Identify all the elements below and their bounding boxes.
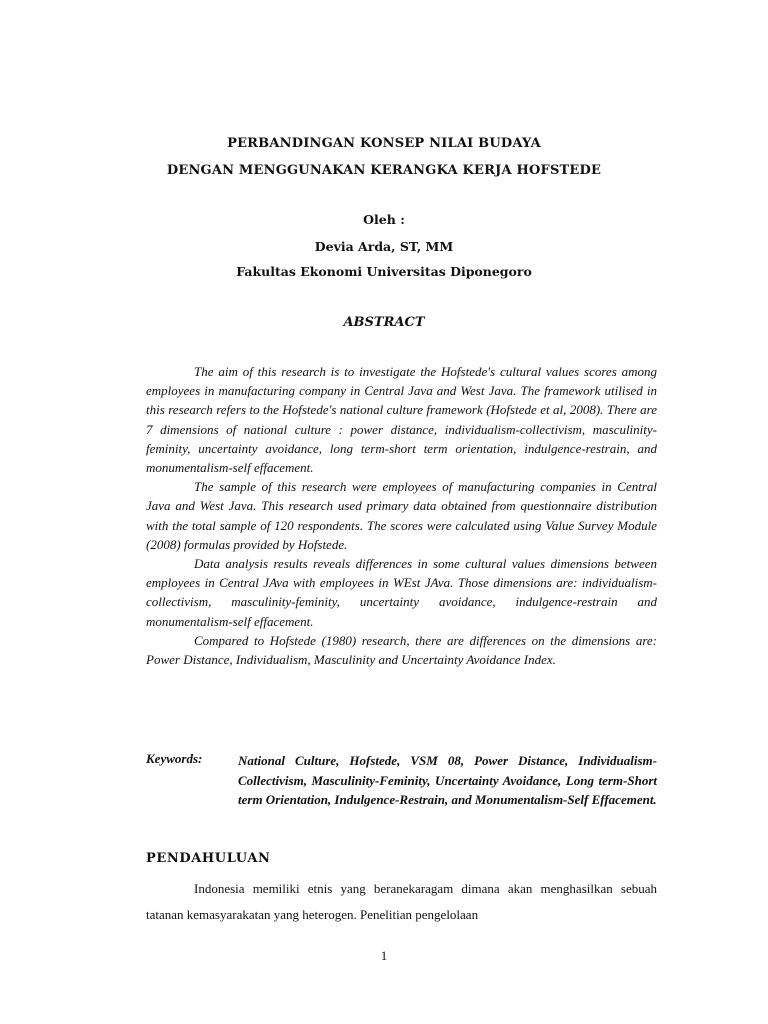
paper-title-line-2: DENGAN MENGGUNAKAN KERANGKA KERJA HOFSTEDE (166, 163, 602, 178)
author-affiliation: Fakultas Ekonomi Universitas Diponegoro (236, 264, 532, 279)
author-name: Devia Arda, ST, MM (314, 239, 454, 254)
abstract-paragraph: The sample of this research were employees of manufacturing companies in Central Java and West Java. This research used primary data obtained from questionnaire distribution with the total sample of 120 respondents. The scores were calculated using Value Survey Module (2008) formulas provided by Hofstede. (146, 479, 657, 552)
abstract-paragraph: Data analysis results reveals differences in some cultural values dimensions between employees in Central JAva with employees in WEst JAva. Those dimensions are: individualism-collectivism, masculinity-feminity, uncertainty avoidance, indulgence-restrain and monumentalism-self effacement. (146, 556, 657, 629)
abstract-heading: ABSTRACT (343, 315, 425, 330)
body-paragraph: Indonesia memiliki etnis yang beranekaragam dimana akan menghasilkan sebuah tatanan kemasyarakatan yang heterogen. Penelitian pengelolaan (146, 881, 657, 922)
paper-title-line-1: PERBANDINGAN KONSEP NILAI BUDAYA (227, 136, 541, 151)
abstract-paragraph: Compared to Hofstede (1980) research, there are differences on the dimensions are: Power Distance, Individualism, Masculinity and Uncertainty Avoidance Index. (146, 632, 657, 668)
abstract-paragraph: The aim of this research is to investigate the Hofstede's cultural values scores among employees in manufacturing company in Central Java and West Java. The framework utilised in this research refers to the Hofstede's national culture framework (Hofstede et al, 2008). There are 7 dimensions of national culture : power distance, individualism-collectivism, masculinity-feminity, uncertainty avoidance, long term-short term orientation, indulgence-restrain, and monumentalism-self effacement. (146, 364, 657, 476)
abstract-body (146, 362, 657, 669)
keywords-label: Keywords: (146, 751, 203, 766)
by-label: Oleh : (363, 212, 405, 227)
section-body (146, 876, 657, 928)
section-heading: PENDAHULUAN (146, 851, 271, 866)
page-number: 1 (380, 948, 388, 963)
keywords-text: National Culture, Hofstede, VSM 08, Power Distance, Individualism-Collectivism, Masculinity-Feminity, Uncertainty Avoidance, Long term-Short term Orientation, Indulgence-Restrain, and Monumentalism-Self Effacement. (238, 753, 657, 807)
